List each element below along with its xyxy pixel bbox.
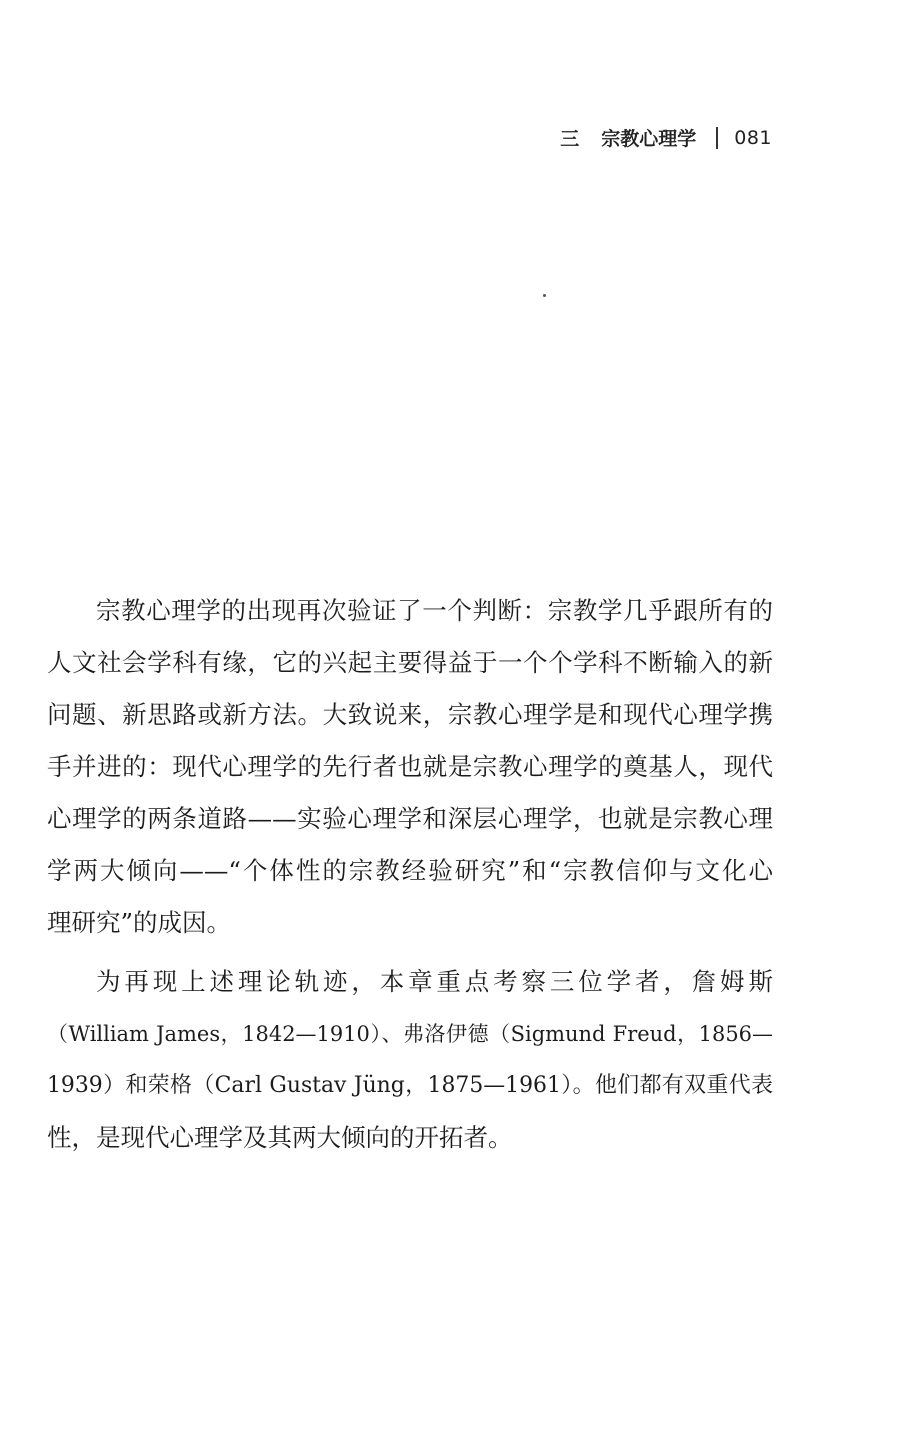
text-line: 理研究”的成因。 <box>47 908 232 937</box>
header-divider <box>716 127 718 149</box>
text-line: 人文社会学科有缘，它的兴起主要得益于一个个学科不断输入的新 <box>47 648 773 677</box>
text-line: 心理学的两条道路——实验心理学和深层心理学，也就是宗教心理 <box>47 804 773 833</box>
text-line: 问题、新思路或新方法。大致说来，宗教心理学是和现代心理学携 <box>47 700 773 729</box>
section-number: 三 <box>560 128 580 150</box>
running-header <box>560 124 772 151</box>
text-line: 手并进的：现代心理学的先行者也就是宗教心理学的奠基人，现代 <box>47 752 773 781</box>
paragraph-2 <box>47 956 773 1164</box>
body-text <box>47 585 773 1164</box>
text-line: 性，是现代心理学及其两大倾向的开拓者。 <box>47 1123 513 1152</box>
print-speck <box>543 294 546 297</box>
text-line: 为再现上述理论轨迹，本章重点考察三位学者，詹姆斯 <box>96 967 773 996</box>
text-line: （William James，1842—1910）、弗洛伊德（Sigmund Freud，1856— <box>47 1022 773 1046</box>
text-line: 学两大倾向——“个体性的宗教经验研究”和“宗教信仰与文化心 <box>47 856 773 885</box>
paragraph-1 <box>47 585 773 949</box>
section-title: 宗教心理学 <box>601 128 697 150</box>
text-line: 1939）和荣格（Carl Gustav Jüng，1875—1961）。他们都有双重代表 <box>47 1073 773 1098</box>
text-line: 宗教心理学的出现再次验证了一个判断：宗教学几乎跟所有的 <box>96 596 773 625</box>
page-number: 081 <box>734 126 772 149</box>
